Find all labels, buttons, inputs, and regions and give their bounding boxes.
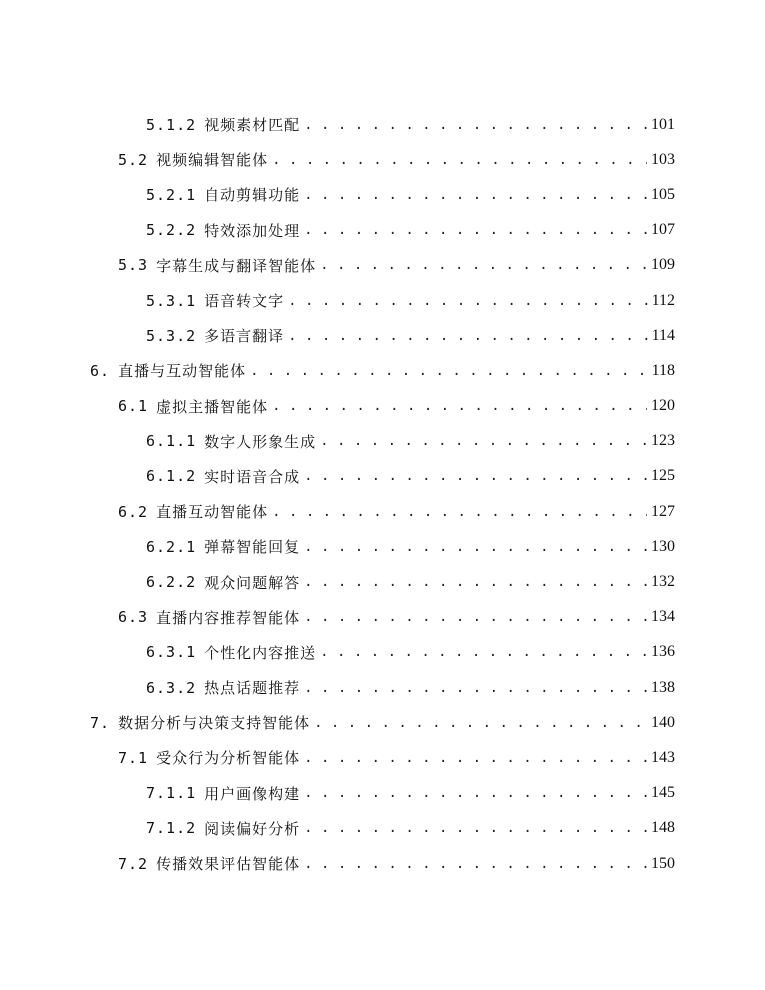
toc-entry-number: 7.1 <box>118 748 149 767</box>
toc-entry[interactable] <box>0 811 765 846</box>
toc-entry-title: 语音转文字 <box>204 292 285 311</box>
toc-entry-title: 热点话题推荐 <box>204 679 301 698</box>
toc-entry-page-number: 132 <box>651 573 675 591</box>
toc-dot-leader <box>304 222 647 238</box>
toc-entry[interactable] <box>0 283 765 318</box>
toc-entry-number: 6.3.2 <box>146 678 197 697</box>
toc-entry-page-number: 138 <box>651 678 675 696</box>
toc-entry[interactable] <box>0 213 765 248</box>
toc-entry-number: 6.1.2 <box>146 467 197 486</box>
toc-dot-leader <box>272 152 647 168</box>
toc-entry[interactable] <box>0 107 765 142</box>
toc-dot-leader <box>272 504 647 520</box>
toc-entry-page-number: 140 <box>651 713 675 731</box>
toc-entry-page-number: 114 <box>651 326 675 344</box>
toc-entry[interactable] <box>0 670 765 705</box>
toc-dot-leader <box>288 293 647 309</box>
toc-entry-number: 5.1.2 <box>146 115 197 134</box>
toc-entry-title: 视频编辑智能体 <box>156 151 269 170</box>
toc-entry-page-number: 145 <box>651 784 675 802</box>
toc-dot-leader <box>304 750 647 766</box>
toc-entry[interactable] <box>0 529 765 564</box>
toc-entry-page-number: 118 <box>651 361 675 379</box>
table-of-contents <box>0 107 765 881</box>
toc-entry-title: 数据分析与决策支持智能体 <box>118 714 311 733</box>
toc-entry-number: 6.1.1 <box>146 432 197 451</box>
toc-entry-page-number: 112 <box>651 291 675 309</box>
toc-dot-leader <box>288 328 647 344</box>
toc-entry-page-number: 120 <box>651 397 675 415</box>
toc-dot-leader <box>250 363 648 379</box>
toc-entry[interactable] <box>0 494 765 529</box>
toc-entry-page-number: 101 <box>651 115 675 133</box>
toc-entry-number: 5.2.2 <box>146 221 197 240</box>
toc-entry-page-number: 150 <box>651 854 675 872</box>
toc-entry[interactable] <box>0 424 765 459</box>
toc-dot-leader <box>304 574 647 590</box>
toc-entry-page-number: 127 <box>651 502 675 520</box>
toc-entry-title: 多语言翻译 <box>204 327 285 346</box>
toc-dot-leader <box>320 644 647 660</box>
toc-entry[interactable] <box>0 600 765 635</box>
toc-dot-leader <box>320 433 647 449</box>
toc-entry-page-number: 103 <box>651 150 675 168</box>
toc-entry-number: 7.1.1 <box>146 784 197 803</box>
toc-entry-number: 7.2 <box>118 854 149 873</box>
toc-entry-title: 数字人形象生成 <box>204 432 317 451</box>
toc-entry-title: 字幕生成与翻译智能体 <box>156 256 317 275</box>
toc-entry[interactable] <box>0 459 765 494</box>
toc-entry-page-number: 109 <box>651 256 675 274</box>
toc-entry-page-number: 125 <box>651 467 675 485</box>
toc-entry[interactable] <box>0 740 765 775</box>
toc-dot-leader <box>320 257 647 273</box>
toc-entry-page-number: 134 <box>651 608 675 626</box>
toc-dot-leader <box>304 468 647 484</box>
toc-entry-title: 直播内容推荐智能体 <box>156 608 301 627</box>
toc-dot-leader <box>304 539 647 555</box>
toc-entry[interactable] <box>0 177 765 212</box>
toc-entry[interactable] <box>0 776 765 811</box>
toc-entry[interactable] <box>0 142 765 177</box>
toc-entry-title: 实时语音合成 <box>204 467 301 486</box>
toc-entry-number: 5.3 <box>118 256 149 275</box>
toc-entry-title: 直播互动智能体 <box>156 503 269 522</box>
toc-entry[interactable] <box>0 248 765 283</box>
toc-entry-number: 5.2.1 <box>146 185 197 204</box>
toc-entry-page-number: 105 <box>651 185 675 203</box>
toc-dot-leader <box>304 856 647 872</box>
toc-entry-title: 弹幕智能回复 <box>204 538 301 557</box>
toc-entry-number: 5.2 <box>118 150 149 169</box>
toc-entry-number: 6.2.2 <box>146 573 197 592</box>
toc-entry-number: 6.3 <box>118 608 149 627</box>
toc-entry-number: 6.2.1 <box>146 537 197 556</box>
toc-entry-page-number: 143 <box>651 748 675 766</box>
toc-dot-leader <box>304 680 647 696</box>
toc-entry[interactable] <box>0 846 765 881</box>
toc-entry-number: 6.1 <box>118 397 149 416</box>
toc-entry-title: 用户画像构建 <box>204 784 301 803</box>
toc-entry-title: 特效添加处理 <box>204 221 301 240</box>
toc-dot-leader <box>304 609 647 625</box>
toc-entry[interactable] <box>0 389 765 424</box>
toc-dot-leader <box>304 785 647 801</box>
toc-entry-title: 个性化内容推送 <box>204 643 317 662</box>
toc-entry-number: 7.1.2 <box>146 819 197 838</box>
toc-dot-leader <box>304 187 647 203</box>
toc-entry-title: 观众问题解答 <box>204 573 301 592</box>
toc-entry-number: 6.2 <box>118 502 149 521</box>
toc-entry-page-number: 123 <box>651 432 675 450</box>
toc-entry-number: 5.3.1 <box>146 291 197 310</box>
toc-entry-number: 6.3.1 <box>146 643 197 662</box>
toc-dot-leader <box>304 820 647 836</box>
toc-entry-title: 受众行为分析智能体 <box>156 749 301 768</box>
toc-entry-page-number: 130 <box>651 537 675 555</box>
toc-entry[interactable] <box>0 635 765 670</box>
toc-entry[interactable] <box>0 353 765 388</box>
toc-entry-title: 虚拟主播智能体 <box>156 397 269 416</box>
toc-entry-title: 传播效果评估智能体 <box>156 855 301 874</box>
toc-entry-title: 直播与互动智能体 <box>118 362 247 381</box>
toc-entry-number: 6. <box>90 361 111 380</box>
toc-entry-number: 5.3.2 <box>146 326 197 345</box>
toc-entry[interactable] <box>0 318 765 353</box>
toc-entry-page-number: 136 <box>651 643 675 661</box>
toc-entry-title: 自动剪辑功能 <box>204 186 301 205</box>
toc-entry[interactable] <box>0 705 765 740</box>
toc-dot-leader <box>314 715 647 731</box>
toc-entry-page-number: 107 <box>651 221 675 239</box>
toc-entry-page-number: 148 <box>651 819 675 837</box>
toc-entry-title: 阅读偏好分析 <box>204 819 301 838</box>
toc-dot-leader <box>272 398 647 414</box>
toc-entry[interactable] <box>0 564 765 599</box>
toc-dot-leader <box>304 117 647 133</box>
toc-entry-number: 7. <box>90 713 111 732</box>
toc-entry-title: 视频素材匹配 <box>204 116 301 135</box>
